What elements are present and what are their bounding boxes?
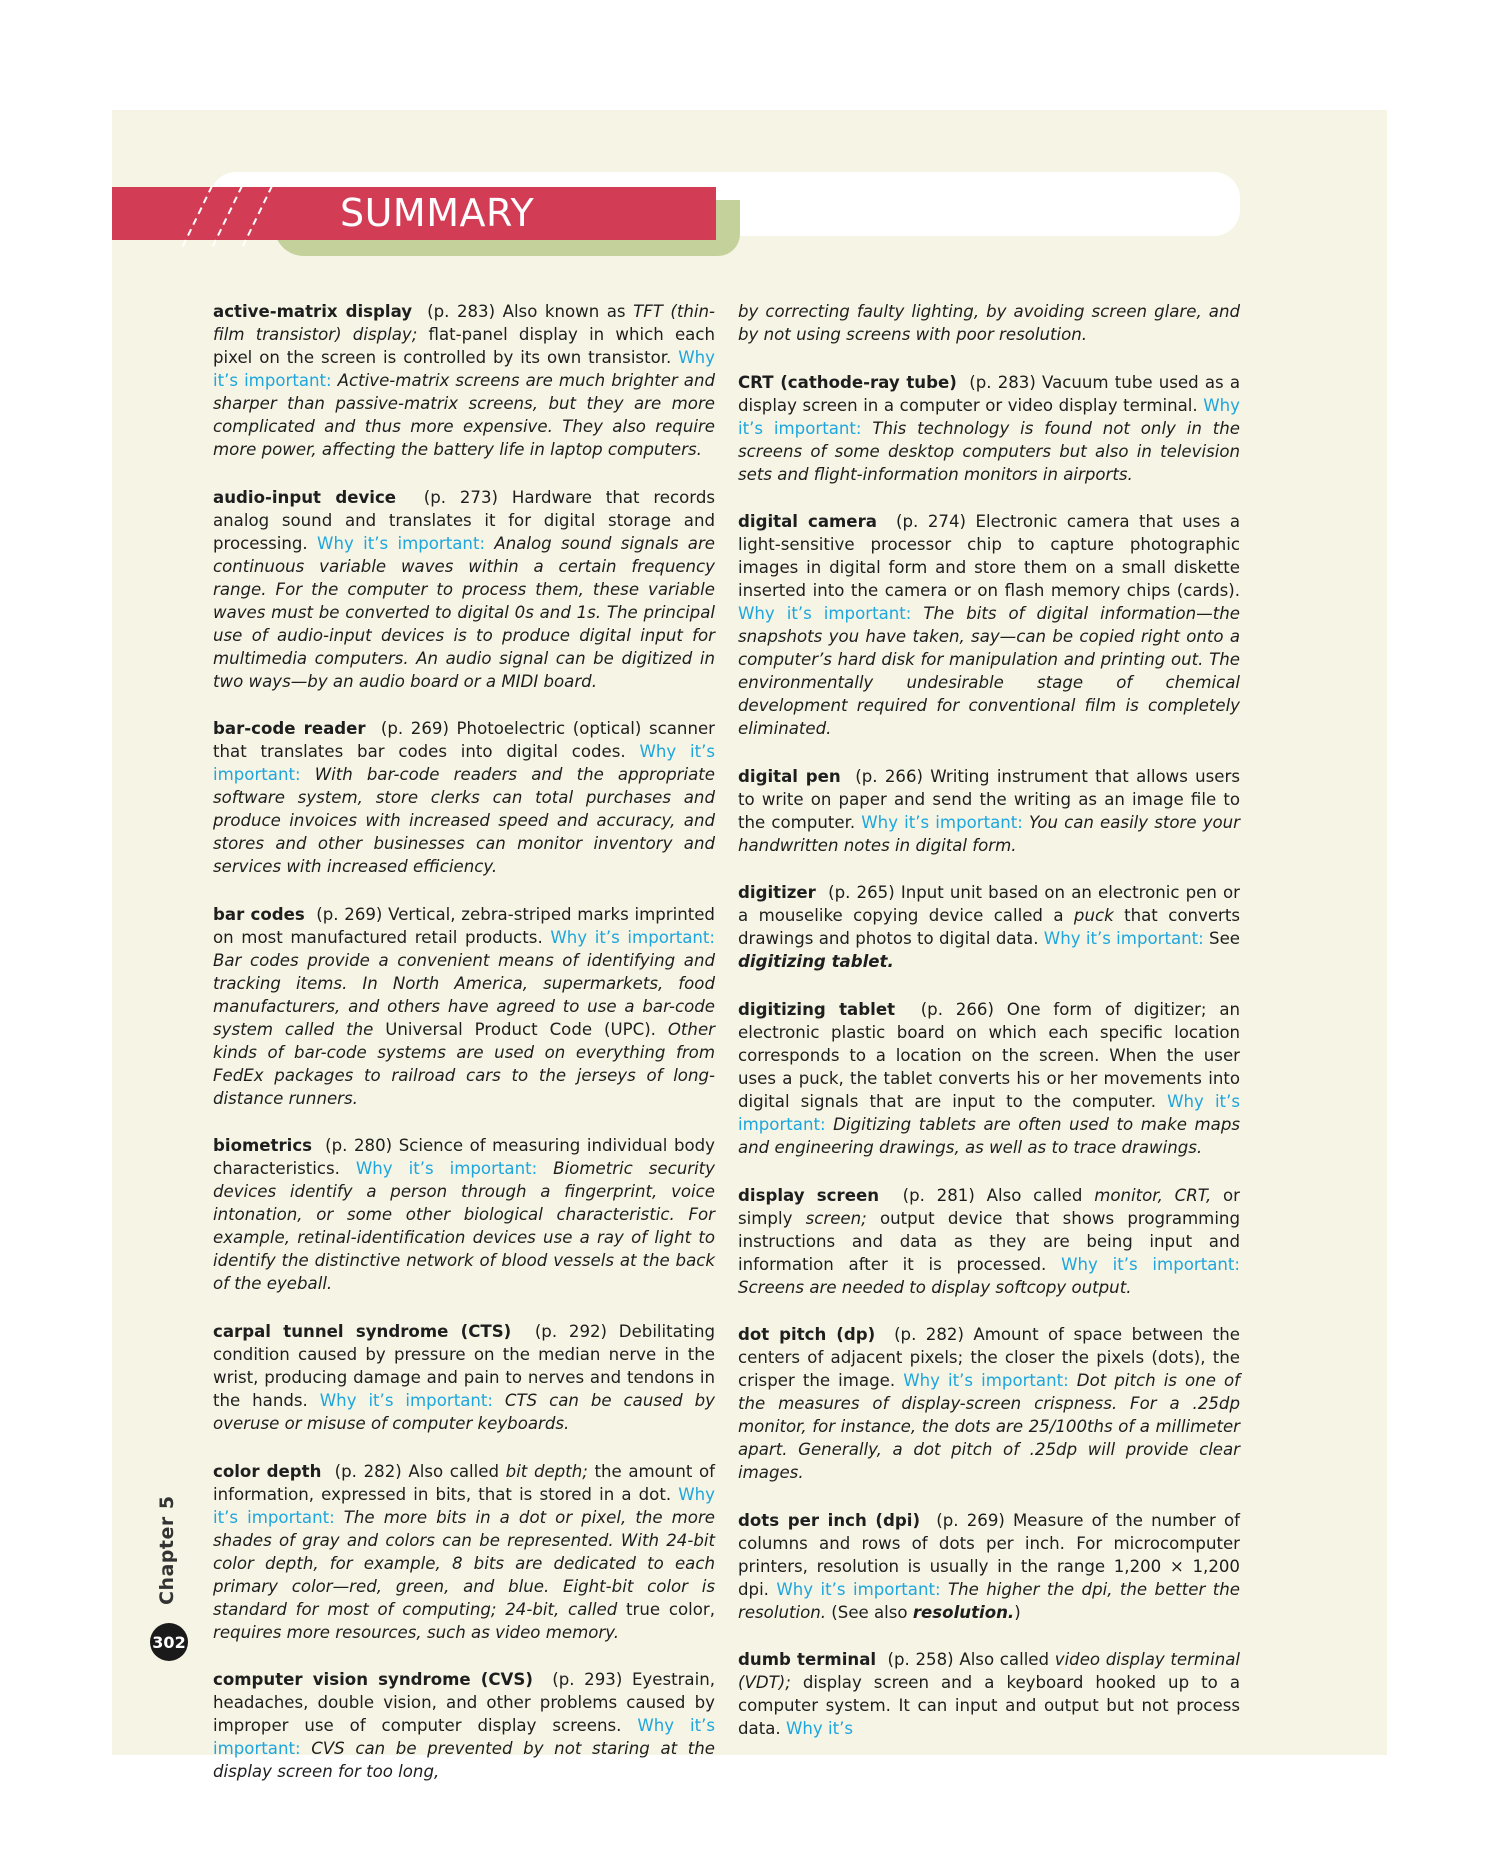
chapter-label: Chapter 5 (156, 1495, 178, 1605)
definition-text: One form of digitizer; an electronic plastic board on which each specific location corresponds to a location on the screen. When the user uses a puck, the tablet converts his or her movements into digital signals that are input to the computer. (738, 999, 1241, 1111)
glossary-term: dot pitch (dp) (738, 1325, 876, 1345)
glossary-term: biometrics (213, 1136, 313, 1156)
page-reference: (p. 266) (920, 999, 994, 1019)
definition-italic: bit depth; (505, 1461, 588, 1481)
definition-text: true color, (626, 1599, 715, 1619)
page-title: SUMMARY (340, 191, 535, 235)
definition-italic: video display terminal (VDT); (738, 1650, 1240, 1693)
why-important-label: Why it’s important: (738, 1091, 1240, 1134)
page-reference: (p. 292) (534, 1321, 608, 1341)
importance-text: With bar-code readers and the appropriate software system, store clerks can total purchases and produce invoices with increased speed and accuracy, and stores and other businesses can monitor inventory and services with increased efficiency. (213, 765, 715, 877)
glossary-term: CRT (cathode-ray tube) (738, 372, 957, 392)
page-reference: (p. 280) (325, 1136, 393, 1156)
glossary-term: audio-input device (213, 487, 397, 507)
why-important-label: Why it’s important: (1061, 1254, 1240, 1274)
definition-text: Hardware that records analog sound and translates it for digital storage and processing. (213, 487, 715, 553)
importance-text: CVS can be prevented by not staring at the display screen for too long, (213, 1739, 715, 1782)
glossary-entry-crt (738, 371, 1240, 486)
page-reference: (p. 269) (380, 719, 449, 739)
definition-text: (See also (826, 1602, 913, 1622)
why-important-label: Why it’s important: (319, 1390, 493, 1410)
why-important-label: Why it’s important: (213, 1716, 715, 1759)
why-important-label: Why it’s important: (213, 742, 715, 785)
importance-text: CTS can be caused by overuse or misuse of computer keyboards. (213, 1390, 716, 1433)
page-reference: (p. 269) (316, 904, 383, 924)
page-reference: (p. 283) (969, 372, 1036, 392)
importance-text: This technology is found not only in the screens of some desktop computers but also in television sets and flight-information monitors in airports. (738, 418, 1240, 484)
glossary-entry-digital-camera (738, 510, 1240, 740)
definition-text: the amount of information, expressed in bits, that is stored in a dot. (213, 1461, 715, 1504)
why-important-label: Why it’s important: (738, 395, 1240, 438)
glossary-term: digitizing tablet (738, 999, 896, 1019)
why-important-label: Why it’s important: (738, 604, 912, 624)
definition-text: Also called (401, 1461, 506, 1481)
glossary-entry-digitizing-tablet (738, 998, 1240, 1159)
glossary-term: carpal tunnel syndrome (CTS) (213, 1321, 512, 1341)
why-important-label: Why it’s important: (861, 812, 1023, 832)
why-important-label: Why it’s important: (1043, 929, 1204, 949)
page-reference: (p. 293) (552, 1670, 623, 1690)
definition-text: Also called (953, 1650, 1055, 1670)
glossary-term: display screen (738, 1185, 880, 1205)
cross-reference: resolution. (912, 1602, 1015, 1622)
cross-reference: digitizing tablet. (738, 952, 894, 972)
glossary-entry-display-screen (738, 1184, 1240, 1299)
page-reference: (p. 283) (427, 302, 496, 321)
page-reference: (p. 265) (828, 883, 895, 903)
glossary-column-right (738, 300, 1240, 1765)
definition-text: Writing instrument that allows users to write on paper and send the writing as an image file to the computer. (738, 766, 1240, 832)
definition-text: Measure of the number of columns and rows of dots per inch. For microcomputer printers, resolution is usually in the range 1,200 × 1,200 dpi. (738, 1510, 1240, 1599)
definition-text: Universal Product Code (UPC). (385, 1019, 656, 1039)
glossary-term: digital pen (738, 766, 841, 786)
definition-text: Vertical, zebra-striped marks imprinted on most manufactured retail products. (213, 904, 715, 947)
why-important-label: Why it’s important: (213, 1484, 715, 1527)
page-number-badge: 302 (150, 1623, 188, 1661)
page-reference: (p. 274) (896, 512, 966, 532)
why-important-label: Why it’s important: (550, 927, 715, 947)
why-important-label: Why it’s important: (317, 533, 486, 553)
glossary-entry-dots-per-inch (738, 1509, 1240, 1624)
glossary-entry-carpal-tunnel-syndrome (213, 1320, 715, 1435)
definition-text: ) (1014, 1602, 1021, 1622)
definition-text: Photoelectric (optical) scanner that translates bar codes into digital codes. (213, 719, 715, 762)
glossary-term: bar codes (213, 904, 305, 924)
definition-text: display screen and a keyboard hooked up to a computer system. It can input and output but not process data. (738, 1673, 1240, 1739)
glossary-entry-digital-pen (738, 765, 1240, 857)
importance-text: The more bits in a dot or pixel, the more shades of gray and colors can be represented. With 24-bit color depth, for example, 8 bits are dedicated to each primary color—red, green, and blue. Eight-bit color is standard for most of computing; 24-bit, called (213, 1507, 715, 1619)
glossary-term: digitizer (738, 883, 816, 903)
definition-text: or simply (738, 1185, 1240, 1228)
importance-text: Other kinds of bar-code systems are used on everything from FedEx packages to railroad cars to the jerseys of long-distance runners. (213, 1019, 715, 1108)
page-reference: (p. 281) (902, 1185, 975, 1205)
glossary-entry-biometrics (213, 1134, 715, 1295)
definition-text: Amount of space between the centers of adjacent pixels; the closer the pixels (dots), the crisper the image. (738, 1325, 1241, 1391)
definition-text: See (1203, 929, 1240, 949)
importance-text: Bar codes provide a convenient means of identifying and tracking items. In North America, supermarkets, food manufacturers, and others have agreed to use a bar-code system called the (213, 950, 715, 1039)
importance-text: Dot pitch is one of the measures of display-screen crispness. For a .25dp monitor, for instance, the dots are 25/100ths of a millimeter apart. Generally, a dot pitch of .25dp will provide clear images. (738, 1371, 1240, 1483)
importance-text: by correcting faulty lighting, by avoiding screen glare, and by not using screens with poor resolution. (738, 302, 1240, 344)
glossary-term: bar-code reader (213, 719, 366, 739)
importance-text: Analog sound signals are continuous variable waves within a certain frequency range. For the computer to process them, these variable waves must be converted to digital 0s and 1s. The principal use of audio-input devices is to produce digital input for multimedia computers. An audio signal can be digitized in two ways—by an audio board or a MIDI board. (213, 533, 715, 691)
definition-text: Input unit based on an electronic pen or a mouselike copying device called a (738, 883, 1241, 926)
glossary-entry-color-depth (213, 1460, 715, 1644)
definition-text: Also called (974, 1185, 1095, 1205)
definition-text: Also known as (495, 302, 634, 321)
definition-italic: TFT (thin-film transistor) display; (213, 302, 715, 344)
why-important-label: Why it’s important: (355, 1159, 538, 1179)
banner-stripes-decoration (180, 184, 330, 250)
glossary-entry-dot-pitch (738, 1323, 1240, 1484)
definition-italic: screen; (805, 1208, 867, 1228)
definition-text: that converts drawings and photos to digital data. (738, 906, 1241, 949)
glossary-entry-computer-vision-syndrome (213, 1668, 715, 1783)
importance-text: You can easily store your handwritten notes in digital form. (738, 812, 1241, 855)
glossary-term: color depth (213, 1461, 322, 1481)
page-reference: (p. 273) (423, 487, 499, 507)
definition-text: Eyestrain, headaches, double vision, and other problems caused by improper use of computer display screens. (213, 1670, 716, 1736)
page-reference: (p. 282) (894, 1325, 964, 1345)
importance-text: requires more resources, such as video memory. (213, 1622, 620, 1642)
glossary-term: dumb terminal (738, 1650, 877, 1670)
importance-text: Digitizing tablets are often used to make maps and engineering drawings, as well as to trace drawings. (738, 1114, 1240, 1157)
page-reference: (p. 258) (887, 1650, 954, 1670)
importance-text: The higher the dpi, the better the resolution. (738, 1579, 1240, 1622)
definition-italic: puck (1073, 906, 1114, 926)
page-reference: (p. 266) (855, 766, 923, 786)
why-important-label: Why it’s important: (776, 1579, 941, 1599)
page-reference: (p. 269) (936, 1510, 1005, 1530)
importance-text: Screens are needed to display softcopy output. (738, 1277, 1132, 1297)
glossary-entry-active-matrix-display (213, 300, 715, 461)
glossary-entry-digitizer (738, 881, 1240, 973)
why-important-label: Why it’s (785, 1719, 853, 1739)
glossary-term: computer vision syndrome (CVS) (213, 1670, 533, 1690)
importance-text: Active-matrix screens are much brighter and sharper than passive-matrix screens, but they are more complicated and thus more expensive. They also require more power, affecting the battery life in laptop computers. (213, 371, 715, 459)
glossary-term: active-matrix display (213, 302, 413, 321)
glossary-entry-bar-code-reader (213, 717, 715, 878)
definition-text: flat-panel display in which each pixel on the screen is controlled by its own transistor. (213, 325, 715, 367)
definition-text: Science of measuring individual body characteristics. (213, 1136, 715, 1179)
glossary-entry-audio-input-device (213, 486, 715, 693)
page-reference: (p. 282) (334, 1461, 402, 1481)
definition-text: Debilitating condition caused by pressure on the median nerve in the wrist, producing damage and pain to nerves and tendons in the hands. (213, 1321, 715, 1410)
definition-text: output device that shows programming instructions and data as they are being input and information after it is processed. (738, 1208, 1240, 1274)
definition-text: Vacuum tube used as a display screen in a computer or video display terminal. (738, 372, 1240, 415)
importance-text: The bits of digital information—the snapshots you have taken, say—can be copied right onto a computer’s hard disk for manipulation and printing out. The environmentally undesirable stage of chemical development required for conventional film is completely eliminated. (738, 604, 1240, 739)
glossary-entry-computer-vision-syndrome-continued (738, 300, 1240, 346)
glossary-entry-bar-codes (213, 903, 715, 1110)
why-important-label: Why it’s important: (903, 1371, 1069, 1391)
why-important-label: Why it’s important: (213, 348, 715, 390)
definition-italic: monitor, CRT, (1094, 1185, 1212, 1205)
glossary-entry-dumb-terminal (738, 1648, 1240, 1740)
glossary-term: digital camera (738, 512, 877, 532)
glossary-term: dots per inch (dpi) (738, 1510, 921, 1530)
glossary-column-left (213, 300, 715, 1808)
importance-text: Biometric security devices identify a person through a fingerprint, voice intonation, or some other biological characteristic. For example, retinal-identification devices use a ray of light to identify the distinctive network of blood vessels at the back of the eyeball. (213, 1159, 716, 1294)
definition-text: Electronic camera that uses a light-sensitive processor chip to capture photographic images in digital form and store them on a small diskette inserted into the camera or on flash memory chips (cards). (738, 512, 1240, 601)
